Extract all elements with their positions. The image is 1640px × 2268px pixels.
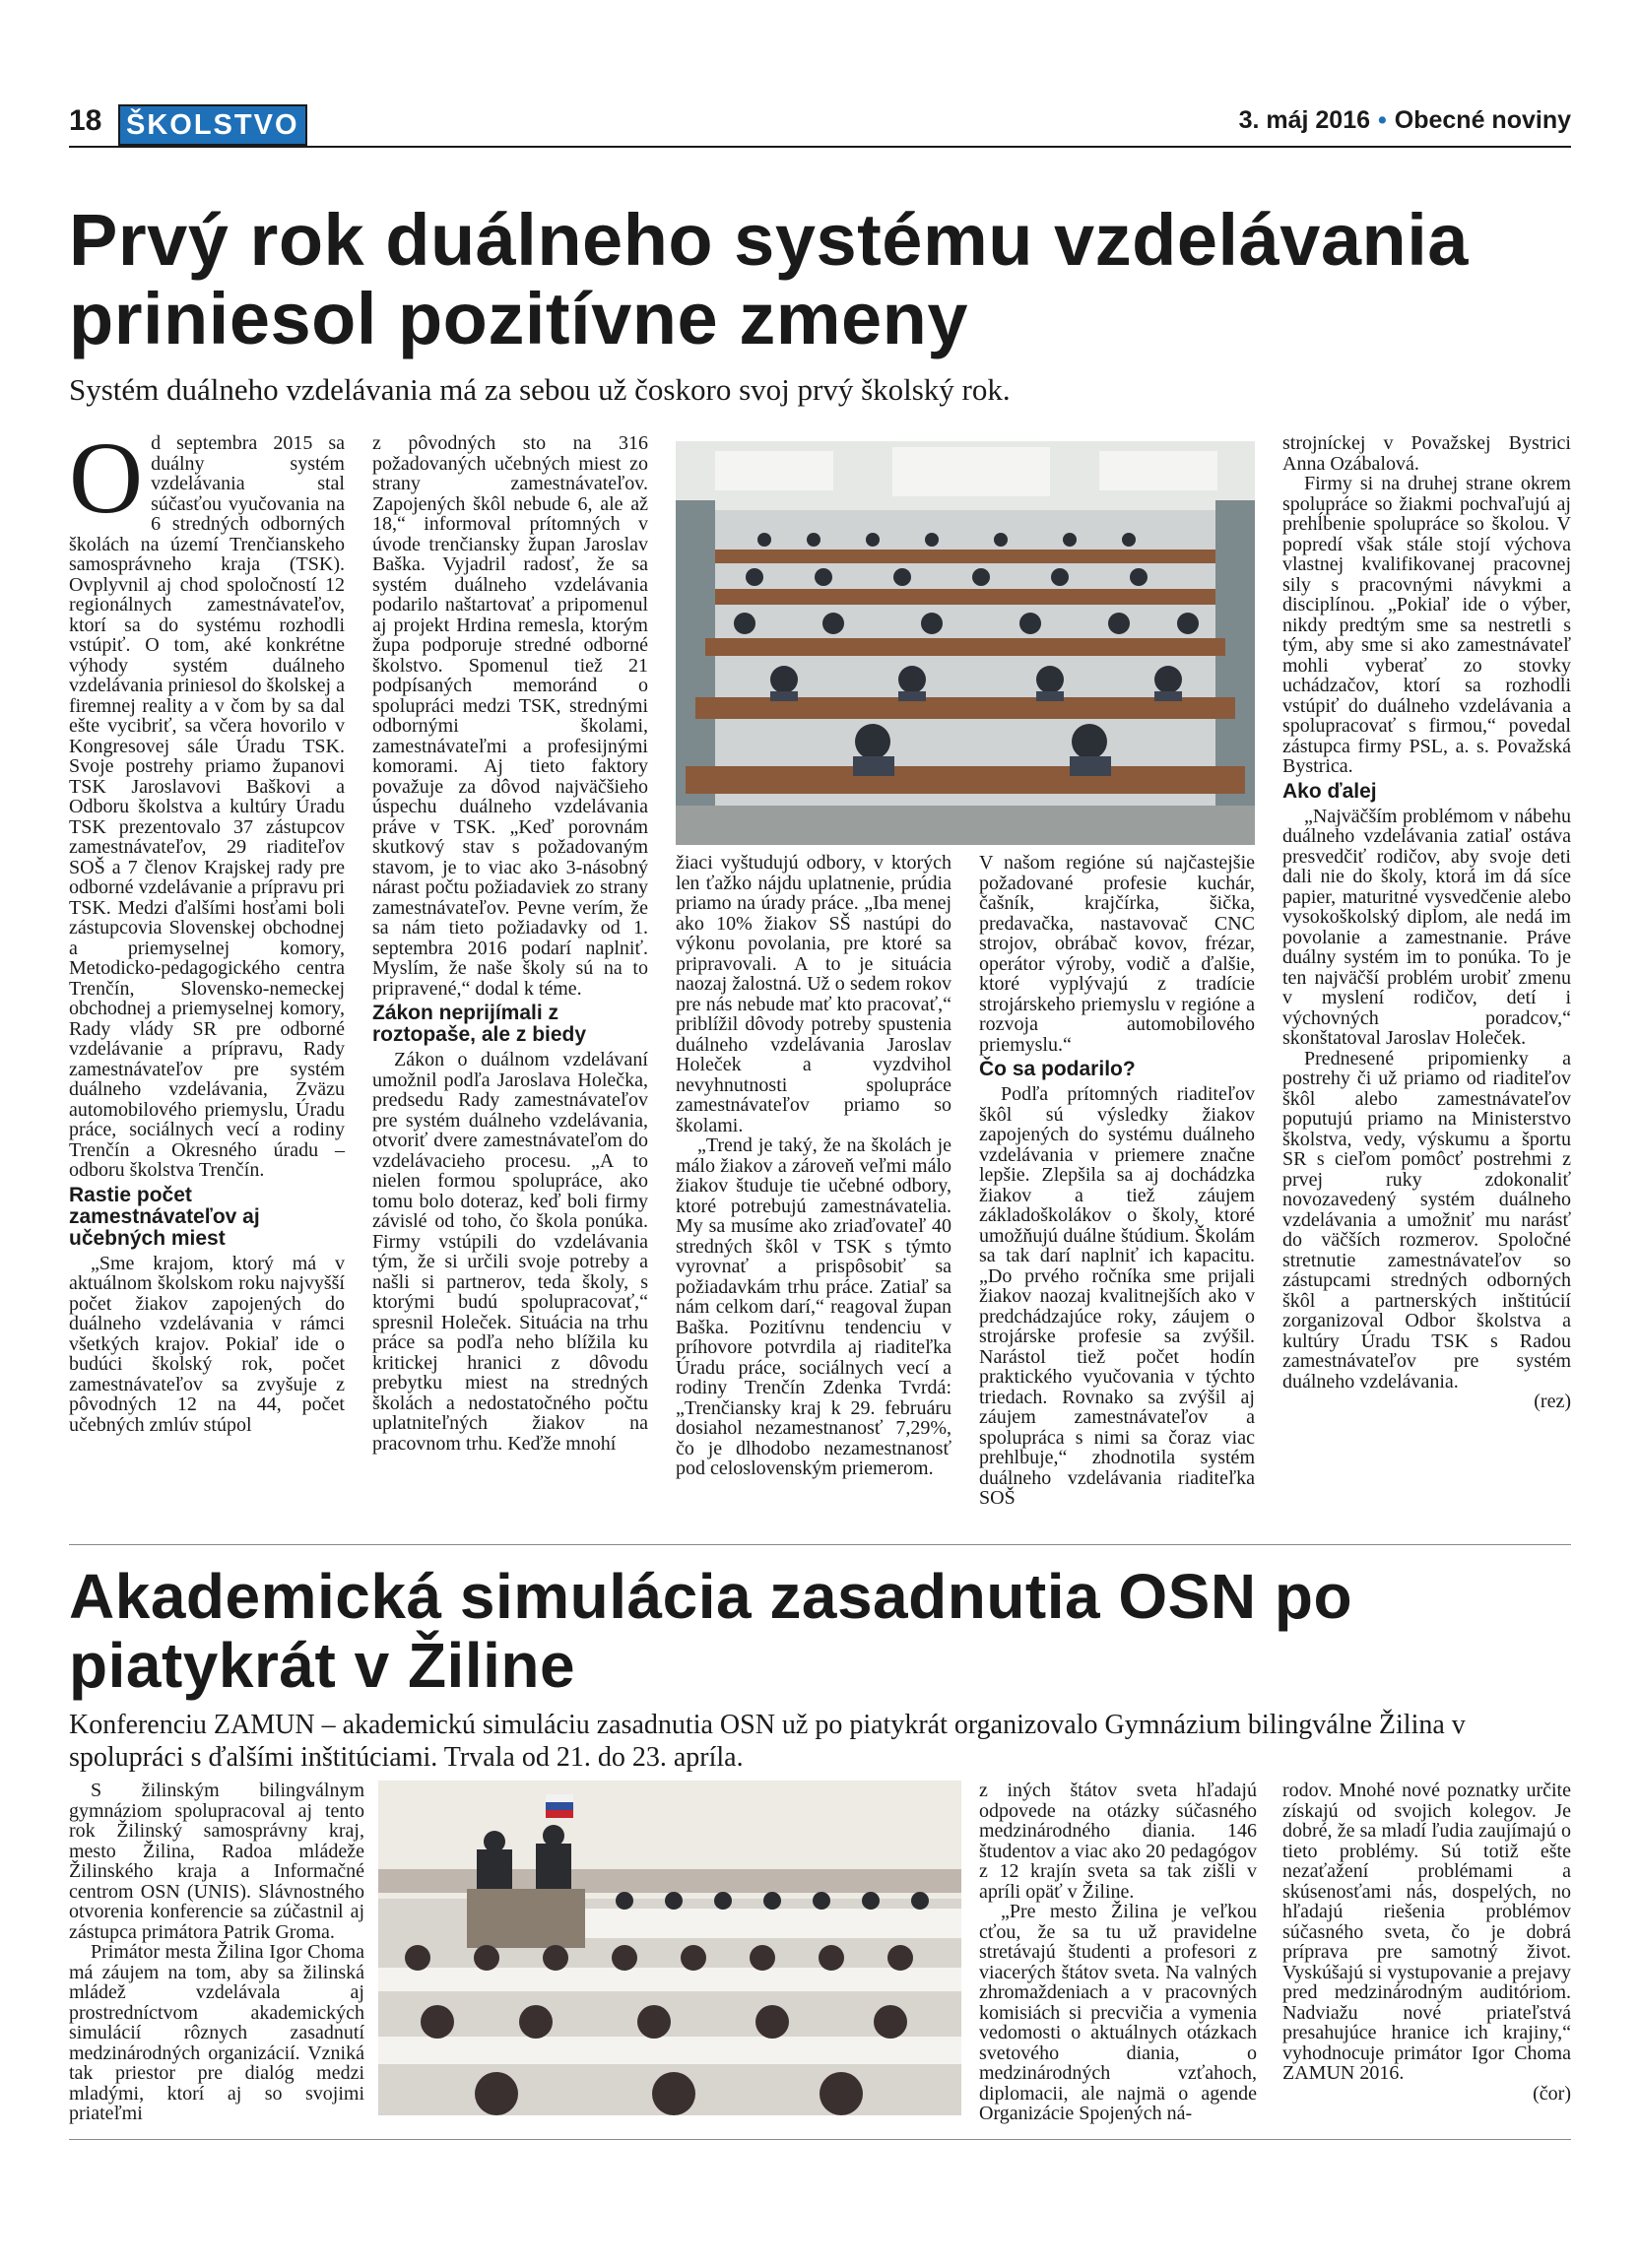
paragraph: „Sme krajom, ktorý má v aktuálnom školskom roku najvyšší počet žiakov zapojených do duálneho vzdelávania v rámci všetkých krajov. Pokiaľ ide o budúci školský rok, počet zamestnávateľov sa zvyšuje z pôvodných 12 na 44, počet učebných zmlúv stúpol <box>69 1252 345 1436</box>
article1-column-3 <box>676 853 951 1479</box>
subheading: Rastie počet zamestnávateľov aj učebných miest <box>69 1183 260 1250</box>
author-signature: (čor) <box>1533 2082 1571 2105</box>
paragraph: Podľa prítomných riaditeľov škôl sú výsledky žiakov zapojených do systému duálneho vzdelávania v priemere značne lepšie. Zlepšila sa aj dochádzka žiakov a tiež záujem základoškolákov o školy, ktoré umožňujú duálne štúdium. Školám sa tak darí naplniť ich kapacitu. „Do prvého ročníka sme prijali žiakov naozaj kvalitnejších ako v predchádzajúce roky, záujem o strojárske profesie sa zvýšil. Narástol tiež počet hodín praktického vyučovania v týchto triedach. Rovnako sa zvýšil aj záujem zamestnávateľov a spolupráca s nimi sa čoraz viac prehlbuje,“ zhodnotila systém duálneho vzdelávania riaditeľka SOŠ <box>979 1083 1255 1509</box>
paragraph: Zákon o duálnom vzdelávaní umožnil podľa Jaroslava Holečka, predsedu Rady zamestnávateľov pre systém duálneho vzdelávania, otvoriť dvere zamestnávateľom do vzdelávacieho procesu. „A to nielen formou spolupráce, ako tomu bolo doteraz, keď boli firmy závislé od toho, čo škola ponúka. Firmy vstúpili do vzdelávania tým, že si určili svoje potreby a našli si partnerov, teda školy, s ktorými budú spolupracovať,“ spresnil Holeček. Situácia na trhu práce sa podľa neho blížila ku kritickej hranici z dôvodu prebytku miest na stredných školách a nedostatočného počtu uplatniteľných žiakov na pracovnom trhu. Keďže mnohí <box>372 1049 648 1455</box>
section-label: ŠKOLSTVO <box>118 104 307 146</box>
article-divider <box>69 1544 1571 1545</box>
author-signature: (rez) <box>1534 1391 1571 1412</box>
article1-column-4 <box>979 853 1255 1509</box>
article2-column-4 <box>1282 1781 1571 2104</box>
paragraph: žiaci vyštudujú odbory, v ktorých len ťažko nájdu uplatnenie, prúdia priamo na úrady práce. „Iba menej ako 10% žiakov SŠ nastúpi do výkonu povolania, pre ktoré sa pripravovali. A to je situácia naozaj žalostná. Už o sedem rokov pre nás nebude mať kto pracovať,“ priblížil dôvody potreby spustenia duálneho vzdelávania Jaroslav Holeček a vyzdvihol nevyhnutnosti spolupráce zamestnávateľov priamo so školami. <box>676 852 951 1136</box>
article1-column-5 <box>1282 433 1571 1412</box>
masthead <box>1239 106 1571 135</box>
header-rule <box>69 146 1571 148</box>
paragraph: Prednesené pripomienky a postrehy či už priamo od riaditeľov škôl alebo zamestnávateľov poputujú priamo na Ministerstvo školstva, vedy, výskumu a športu SR s cieľom pomôcť postrehmi z prvej ruky zdokonaliť novozavedený systém duálneho vzdelávania a umožniť mu narásť do väčších rozmerov. Spoločné stretnutie zamestnávateľov so zástupcami stredných odborných škôl a partnerských inštitúcií zorganizoval Odbor školstva a kultúry Úradu TSK s Radou zamestnávateľov pre systém duálneho vzdelávania. <box>1282 1047 1571 1393</box>
dropcap: O <box>69 421 144 535</box>
article2-column-1 <box>69 1781 364 2124</box>
paragraph: d septembra 2015 sa duálny systém vzdelávania stal súčasťou vyučovania na 6 stredných odborných školách na území Trenčianskeho samosprávneho kraja (TSK). Ovplyvnil aj chod spoločností 12 regionálnych zamestnávateľov, ktorí sa do systému rozhodli vstúpiť. O tom, aké konkrétne výhody systém duálneho vzdelávania priniesol do školskej a firemnej reality a v čom by sa dal ešte vycibriť, sa včera hovorilo v Kongresovej sále Úradu TSK. Svoje postrehy priamo županovi TSK Jaroslavovi Baškovi a Odboru školstva a kultúry Úradu TSK prezentovalo 37 zástupcov zamestnávateľov, 29 riaditeľov SOŠ a 7 členov Krajskej rady pre odborné vzdelávanie a prípravu pri TSK. Medzi ďalšími hosťami boli zástupcovia Slovenskej obchodnej a priemyselnej komory, Metodicko-pedagogického centra Trenčín, Slovensko-nemeckej obchodnej a priemyselnej komory, Rady vlády SR pre odborné vzdelávanie a prípravu, Rady zamestnávateľov pre systém duálneho vzdelávania, Zväzu automobilového priemyslu, Úradu práce, sociálnych vecí a rodiny Trenčín a Okresného úradu – odboru školstva Trenčín. <box>69 432 345 1181</box>
paragraph: z iných štátov sveta hľadajú odpovede na otázky súčasného medzinárodného diania. 146 študentov a viac ako 20 pedagógov z 12 krajín sveta sa tak zišli v apríli opäť v Žiline. <box>979 1780 1257 1903</box>
paragraph: strojníckej v Považskej Bystrici Anna Ozábalová. <box>1282 432 1571 475</box>
paragraph: „Trend je taký, že na školách je málo žiakov a zároveň veľmi málo žiakov študuje tie učebné odbory, ktoré potrebujú zamestnávatelia. My sa musíme ako zriaďovateľ 40 stredných škôl v TSK s týmto vyrovnať a prispôsobiť sa požiadavkám trhu práce. Zatiaľ sa nám celkom darí,“ reagoval župan Baška. Pozitívnu tendenciu v príhovore potvrdila aj riaditeľka Úradu práce, sociálnych vecí a rodiny Trenčín Zdenka Tvrdá: „Trenčiansky kraj k 29. februáru dosiahol nezamestnanosť 7,29%, čo je dlhodobo nezamestnanosť pod celoslovenským priemerom. <box>676 1134 951 1479</box>
paragraph: rodov. Mnohé nové poznatky určite získajú od svojich kolegov. Je dobré, že sa mladí ľudia zaujímajú o tieto problémy. Sú totiž ešte nezaťažení problémami a skúsenosťami nás, dospelých, no hľadajú riešenia problémov súčasného sveta, čo je dobrá príprava pre samotný život. Vyskúšajú si vystupovanie a prejavy pred medzinárodným auditóriom. Nadviažu nové priateľstvá presahujúce hranice ich krajiny,“ vyhodnocuje primátor Igor Choma ZAMUN 2016. <box>1282 1780 1571 2084</box>
article1-column-1 <box>69 421 345 1436</box>
article1-column-2 <box>372 433 648 1454</box>
article1-lead: Systém duálneho vzdelávania má za sebou už čoskoro svoj prvý školský rok. <box>69 372 1011 407</box>
subheading: Čo sa podarilo? <box>979 1058 1136 1080</box>
subheading: Ako ďalej <box>1282 779 1377 803</box>
paragraph: „Pre mesto Žilina je veľkou cťou, že sa tu už pravidelne stretávajú študenti a profesori z viacerých štátov sveta. Na valných zhromaždeniach a v pracovných komisiách si precvičia a vymenia vedomosti o aktuálnych otázkach svetového diania, o medzinárodných vzťahoch, diplomacii, ale najmä o agende Organizácie Spojených ná- <box>979 1901 1257 2124</box>
paragraph: S žilinským bilingválnym gymnáziom spolupracoval aj tento rok Žilinský samosprávny kraj, mesto Žilina, Radoa mládeže Žilinského kraja a Informačné centrom OSN (UNIS). Slávnostného otvorenia konferencie sa zúčastnil aj zástupca primátora Patrik Groma. <box>69 1780 364 1943</box>
article2-lead: Konferenciu ZAMUN – akademickú simuláciu zasadnutia OSN už po piatykrát organizovalo Gymnázium bilingválne Žilina v spolupráci s ďalšími inštitúciami. Trvala od 21. do 23. apríla. <box>69 1710 1466 1773</box>
publication-name: Obecné noviny <box>1394 106 1571 134</box>
paragraph: Primátor mesta Žilina Igor Choma má záujem na tom, aby sa žilinská mládež vzdelávala aj prostredníctvom akademických simulácií rôznych zasadnutí medzinárodných organizácií. Vzniká tak priestor pre dialóg medzi mladými, ktorí aj so svojimi priateľmi <box>69 1941 364 2124</box>
article2-column-3 <box>979 1781 1257 2124</box>
paragraph: Firmy si na druhej strane okrem spolupráce so žiakmi pochvaľujú aj prehĺbenie spolupráce so školou. V popredí však stále stojí výchova vlastnej kvalifikovanej pracovnej sily s pracovnými návykmi a disciplínou. „Pokiaľ ide o výber, nikdy predtým sme sa nestretli s tým, aby sme si ako zamestnávateľ mohli vyberať zo stovky uchádzačov, ktorí sa rozhodli vstúpiť do duálneho vzdelávania a spolupracovať s firmou,“ povedal zástupca firmy PSL, a. s. Považská Bystrica. <box>1282 473 1571 777</box>
footer-rule <box>69 2139 1571 2140</box>
paragraph: V našom regióne sú najčastejšie požadované profesie kuchár, čašník, krajčírka, šička, predavačka, nastavovač CNC strojov, obrábač kovov, frézar, operátor výroby, vodič a ďalšie, ktoré vyplývajú z tradície strojárskeho priemyslu v regióne a rozvoja automobilového priemyslu.“ <box>979 852 1255 1056</box>
un-simulation-photo <box>378 1781 961 2115</box>
paragraph: „Najväčším problémom v nábehu duálneho vzdelávania zatiaľ ostáva presvedčiť rodičov, aby svoje deti dali nie do školy, ktorá im dá síce papier, maturitné vysvedčenie alebo vysokoškolský diplom, ale nedá im povolanie a zamestnanie. Práve duálny systém im to ponúka. To je ten najväčší problém urobiť zmenu v myslení rodičov, detí i výchovných poradcov,“ skonštatoval Jaroslav Holeček. <box>1282 805 1571 1049</box>
paragraph: z pôvodných sto na 316 požadovaných učebných miest zo strany zamestnávateľov. Zapojených škôl nebude 6, ale až 18,“ informoval prítomných v úvode trenčiansky župan Jaroslav Baška. Vyjadril radosť, že sa systém duálneho vzdelávania podarilo naštartovať a pripomenul aj projekt Hrdina remesla, ktorým župa podporuje stredné odborné školstvo. Spomenul tiež 21 podpísaných memoránd o spolupráci medzi TSK, strednými odbornými školami, zamestnávateľmi a profesijnými komorami. Aj tieto faktory považuje za dôvod najväčšieho úspechu duálneho vzdelávania práve v TSK. „Keď porovnám skutkový stav s požadovaným stavom, je to viac ako 3-násobný nárast počtu požiadaviek zo strany zamestnávateľov. Pevne verím, že sa nám tieto požiadavky od 1. septembra 2016 podarí naplniť. Myslím, že naše školy sú na to pripravené,“ dodal k téme. <box>372 432 648 1000</box>
separator-dot: • <box>1378 106 1387 134</box>
conference-hall-photo <box>676 441 1255 845</box>
article1-title: Prvý rok duálneho systému vzdelávania priniesol pozitívne zmeny <box>69 199 1469 359</box>
page-number: 18 <box>69 104 102 137</box>
article2-title: Akademická simulácia zasadnutia OSN po piatykrát v Žiline <box>69 1561 1353 1701</box>
subheading: Zákon neprijímali z roztopaše, ale z biedy <box>372 1002 587 1046</box>
issue-date: 3. máj 2016 <box>1238 106 1371 134</box>
